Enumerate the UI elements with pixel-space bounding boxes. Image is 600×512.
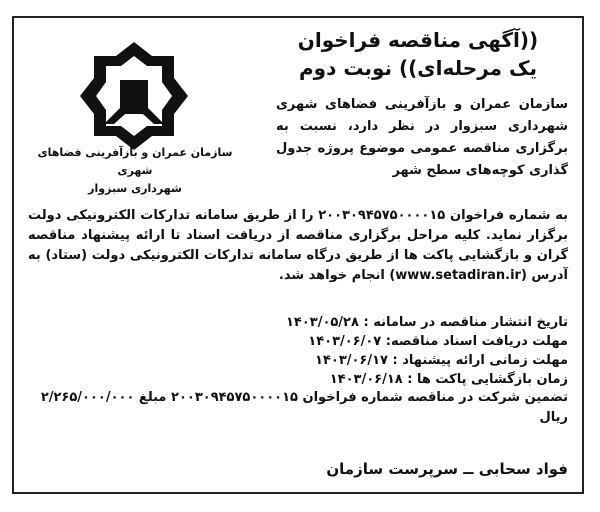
organization-name (32, 144, 238, 198)
body-paragraph: به شماره فراخوان ۲۰۰۳۰۹۴۵۷۵۰۰۰۰۱۵ را از طریق سامانه تدارکات الکترونیکی دولت برگزار نماید. کلیه مراحل برگزاری مناقصه از دریافت اسناد تا ارائه پیشنهاد مناقصه گران و بازگشایی پاکت ها از طریق درگاه سامانه تدارکات الکترونیکی دولت (ستاد) به آدرس (www.setadiran.ir) انجام خواهد شد. (28, 208, 568, 283)
schedule-item-documents: مهلت دریافت اسناد مناقصه: ۱۴۰۳/۰۶/۰۷ (308, 334, 568, 349)
organization-name-line-2: شهرداری سبزوار (88, 182, 182, 195)
schedule-item-proposal: مهلت زمانی ارائه پیشنهاد : ۱۴۰۳/۰۶/۱۷ (315, 353, 568, 368)
title-line-1: ((آگهی مناقصه فراخوان (297, 28, 539, 52)
schedule-list (188, 313, 568, 389)
title-line-2: یک مرحله‌ای)) نوبت دوم (299, 56, 537, 80)
notice-title (268, 26, 568, 82)
guarantee-paragraph: تضمین شرکت در مناقصه شماره فراخوان ۲۰۰۳۰۹۴۵۷۵۰۰۰۰۱۵ مبلغ ۲/۲۶۵/۰۰۰/۰۰۰ ریال (40, 390, 568, 425)
signature: فواد سحابی ــ سرپرست سازمان (326, 460, 568, 478)
schedule-item-opening: زمان بازگشایی پاکت ها : ۱۴۰۳/۰۶/۱۸ (329, 372, 568, 387)
organization-name-line-1: سازمان عمران و بازآفرینی فضاهای شهری (37, 146, 233, 177)
notice-frame (12, 16, 584, 494)
intro-paragraph: سازمان عمران و بازآفرینی فضاهای شهری شهرداری سبزوار در نظر دارد، نسبت به برگزاری مناقصه عمومی موضوع پروژه جدول گذاری کوچه‌های سطح شهر (276, 97, 568, 178)
schedule-item-publish: تاریخ انتشار مناقصه در سامانه : ۱۴۰۳/۰۵/۲۸ (285, 315, 568, 330)
